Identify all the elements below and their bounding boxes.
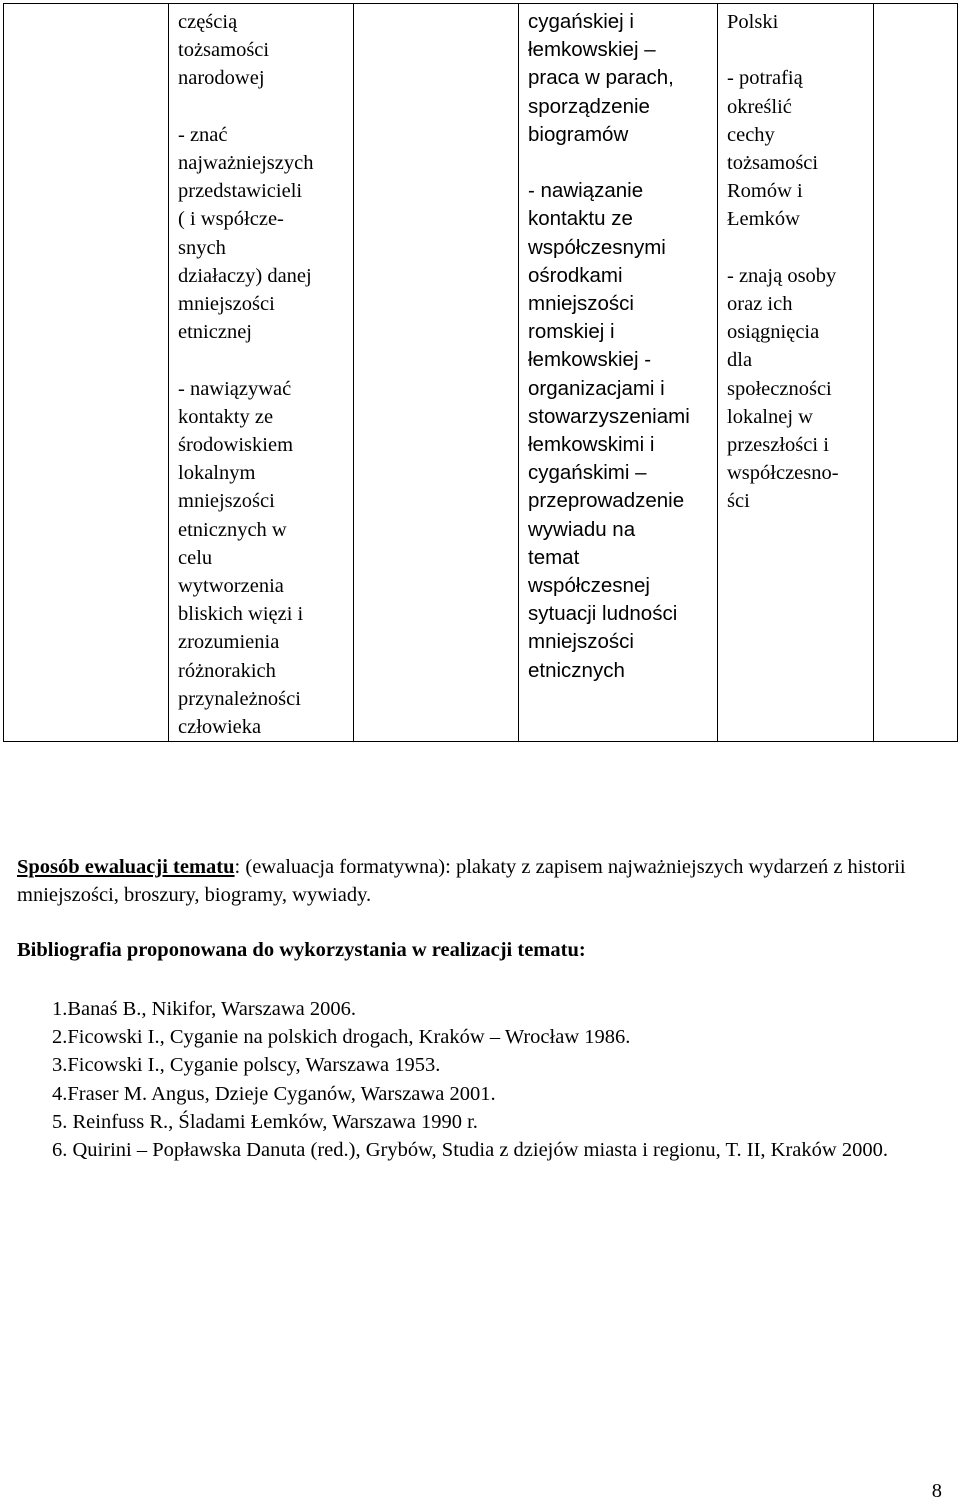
cell-line: etnicznej (178, 321, 252, 344)
table-cell-goals (169, 4, 354, 742)
cell-line: tożsamości (178, 39, 270, 62)
cell-line: ( i współcze- (178, 208, 284, 231)
bibliography-item: 4.Fraser M. Angus, Dzieje Cyganów, Warszawa 2001. (52, 1082, 496, 1105)
cell-line: określić (727, 95, 792, 118)
cell-line: mniejszości (528, 630, 634, 654)
cell-line: przynależności (178, 687, 301, 710)
cell-line: człowieka (178, 716, 262, 739)
cell-line: etnicznych w (178, 518, 287, 541)
cell-line: lokalnym (178, 462, 256, 485)
cell-line: sporządzenie (528, 94, 650, 118)
curriculum-table (3, 3, 958, 742)
cell-line: najważniejszych (178, 152, 314, 174)
evaluation-text: : (ewaluacja formatywna): plakaty z zapisem najważniejszych wydarzeń z historii mniejszości, broszury, biogramy, wywiady. (17, 856, 906, 907)
cell-text (178, 8, 344, 741)
table-row (4, 4, 958, 742)
cell-line: mniejszości (528, 292, 634, 316)
bibliography-item: 1.Banaś B., Nikifor, Warszawa 2006. (52, 998, 357, 1020)
evaluation-label: Sposób ewaluacji tematu (17, 856, 235, 878)
cell-line: romskiej i (528, 320, 615, 344)
cell-text (528, 8, 708, 685)
bibliography-item: 2.Ficowski I., Cyganie na polskich drogach, Kraków – Wrocław 1986. (52, 1026, 631, 1049)
cell-line: mniejszości (178, 490, 275, 513)
bibliography-heading: Bibliografia proponowana do wykorzystania w realizacji tematu: (17, 939, 586, 961)
cell-line: osiągnięcia (727, 321, 820, 344)
cell-line: przeszłości i (727, 434, 829, 457)
cell-line: zrozumienia (178, 631, 280, 654)
cell-line: Romów i (727, 180, 803, 203)
evaluation-paragraph (17, 853, 947, 909)
bibliography-item: 6. Quirini – Popławska Danuta (red.), Grybów, Studia z dziejów miasta i regionu, T. II, Kraków 2000. (52, 1139, 888, 1162)
paragraph-gap (727, 234, 864, 262)
cell-line: współczesnymi (528, 235, 666, 259)
cell-line: współczesnej (528, 574, 650, 598)
cell-line: mniejszości (178, 293, 275, 316)
cell-line: sytuacji ludności (528, 602, 678, 626)
cell-line: łemkowskimi i (528, 433, 655, 457)
cell-line: narodowej (178, 67, 265, 90)
cell-line: lokalnej w (727, 405, 813, 428)
table-cell-methods (519, 4, 718, 742)
cell-line: działaczy) danej (178, 264, 312, 287)
paragraph-gap (178, 346, 344, 374)
cell-line: - znają osoby (727, 264, 837, 287)
cell-line: częścią (178, 11, 238, 33)
cell-line: praca w parach, (528, 66, 674, 90)
bibliography-item: 5. Reinfuss R., Śladami Łemków, Warszawa 1990 r. (52, 1110, 478, 1133)
cell-line: - nawiązanie (528, 179, 644, 203)
cell-line: biogramów (528, 122, 629, 146)
cell-line: łemkowskiej – (528, 38, 656, 62)
cell-line: łemkowskiej - (528, 348, 652, 372)
cell-line: przeprowadzenie (528, 489, 685, 513)
cell-line: cechy (727, 123, 775, 146)
cell-line: - nawiązywać (178, 377, 292, 400)
page-number: 8 (931, 1480, 942, 1502)
cell-line: cygańskimi – (528, 461, 647, 485)
cell-line: - potrafią (727, 67, 803, 90)
cell-line: kontaktu ze (528, 207, 633, 231)
cell-line: snych (178, 236, 226, 259)
paragraph-gap (528, 149, 708, 177)
table-cell-col3 (354, 4, 519, 742)
cell-line: wywiadu na (528, 517, 636, 541)
cell-line: stowarzyszeniami (528, 404, 690, 428)
cell-line: bliskich więzi i (178, 603, 304, 626)
cell-line: kontakty ze (178, 405, 274, 428)
cell-line: ści (727, 490, 750, 513)
cell-line: etnicznych (528, 658, 625, 682)
cell-line: cygańskiej i (528, 10, 634, 33)
cell-line: celu (178, 546, 213, 569)
paragraph-gap (178, 93, 344, 121)
cell-line: organizacjami i (528, 376, 665, 400)
cell-line: - znać (178, 123, 228, 146)
bibliography-item: 3.Ficowski I., Cyganie polscy, Warszawa 1953. (52, 1054, 441, 1077)
cell-line: temat (528, 545, 580, 569)
cell-line: wytworzenia (178, 575, 284, 598)
cell-line: przedstawicieli (178, 180, 303, 203)
cell-line: Polski (727, 11, 779, 33)
cell-line: oraz ich (727, 293, 793, 315)
cell-line: różnorakich (178, 659, 276, 682)
table-cell-col6 (874, 4, 958, 742)
cell-line: społeczności (727, 377, 832, 400)
cell-line: tożsamości (727, 152, 819, 174)
cell-text (727, 8, 864, 516)
cell-line: współczesno- (727, 462, 839, 485)
table-cell-outcomes (718, 4, 874, 742)
cell-line: ośrodkami (528, 263, 623, 287)
bibliography-list (52, 995, 932, 1164)
cell-line: Łemków (727, 208, 800, 231)
table-cell-col1 (4, 4, 169, 742)
paragraph-gap (727, 36, 864, 64)
cell-line: środowiskiem (178, 434, 294, 457)
cell-line: dla (727, 349, 753, 372)
